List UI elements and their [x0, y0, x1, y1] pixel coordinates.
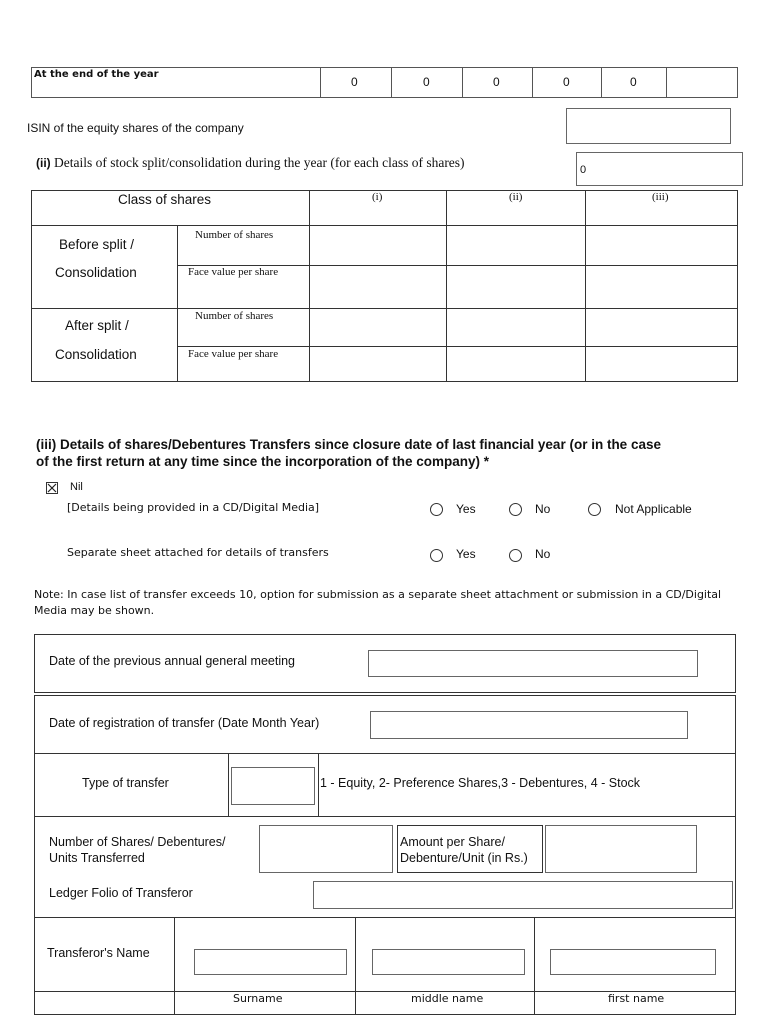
- column-header: (i): [372, 191, 383, 203]
- ledger-folio-label: Ledger Folio of Transferor: [49, 886, 193, 900]
- end-of-year-row: [31, 67, 738, 98]
- transfers-heading-line2: of the first return at any time since the incorporation of the company) *: [36, 454, 490, 469]
- after-consolidation-label: Consolidation: [55, 347, 137, 362]
- surname-label: Surname: [233, 992, 283, 1005]
- amount-label-2: Debenture/Unit (in Rs.): [400, 851, 528, 865]
- cd-not-applicable-radio[interactable]: [588, 503, 601, 516]
- sheet-no-radio[interactable]: [509, 549, 522, 562]
- end-of-year-value[interactable]: 0: [351, 75, 358, 89]
- sheet-no-label: No: [535, 547, 551, 561]
- note-line1: Note: In case list of transfer exceeds 10, option for submission as a separate sheet attachment or submission in a CD/Digital: [34, 588, 722, 601]
- class-of-shares-header: Class of shares: [118, 192, 212, 207]
- cd-yes-radio[interactable]: [430, 503, 443, 516]
- end-of-year-label: At the end of the year: [34, 69, 159, 80]
- before-consolidation-label: Consolidation: [55, 265, 137, 280]
- cd-no-label: No: [535, 502, 551, 516]
- prev-agm-label: Date of the previous annual general meeting: [49, 654, 295, 668]
- transfers-heading-line1: (iii) Details of shares/Debentures Transfers since closure date of last financial year (or in the case: [36, 437, 661, 452]
- after-split-label: After split /: [65, 318, 129, 333]
- amount-label-1: Amount per Share/: [400, 835, 505, 849]
- checkbox-cross-icon: [47, 483, 57, 493]
- end-of-year-value[interactable]: 0: [630, 75, 637, 89]
- sheet-yes-label: Yes: [456, 547, 476, 561]
- num-shares-input[interactable]: [259, 825, 393, 873]
- reg-date-label: Date of registration of transfer (Date Month Year): [49, 716, 320, 730]
- sheet-yes-radio[interactable]: [430, 549, 443, 562]
- nil-label: Nil: [70, 481, 83, 493]
- face-value-label: Face value per share: [188, 266, 279, 278]
- ledger-folio-input[interactable]: [313, 881, 733, 909]
- num-shares-label-2: Units Transferred: [49, 851, 145, 865]
- reg-date-input[interactable]: [370, 711, 688, 739]
- separate-sheet-label: Separate sheet attached for details of transfers: [67, 546, 329, 559]
- num-shares-label-1: Number of Shares/ Debentures/: [49, 835, 226, 849]
- cd-media-label: [Details being provided in a CD/Digital Media]: [67, 501, 320, 514]
- split-heading-text: Details of stock split/consolidation during the year (for each class of shares): [54, 155, 465, 170]
- split-table: [31, 190, 738, 382]
- first-name-label: first name: [608, 992, 665, 1005]
- column-header: (iii): [652, 191, 669, 203]
- cd-not-applicable-label: Not Applicable: [615, 502, 692, 516]
- end-of-year-value[interactable]: 0: [563, 75, 570, 89]
- type-of-transfer-label: Type of transfer: [82, 776, 169, 790]
- end-of-year-value[interactable]: 0: [493, 75, 500, 89]
- end-of-year-value[interactable]: 0: [423, 75, 430, 89]
- prev-agm-date-input[interactable]: [368, 650, 698, 677]
- split-heading-prefix: (ii): [36, 156, 51, 170]
- transfer-details-section: [34, 695, 736, 1015]
- nil-checkbox[interactable]: [46, 482, 58, 494]
- split-value-input[interactable]: 0: [576, 152, 743, 186]
- amount-per-share-input[interactable]: [545, 825, 697, 873]
- transferor-middle-name-input[interactable]: [372, 949, 525, 975]
- type-of-transfer-hint: 1 - Equity, 2- Preference Shares,3 - Debentures, 4 - Stock: [320, 776, 641, 790]
- cd-no-radio[interactable]: [509, 503, 522, 516]
- transferor-surname-input[interactable]: [194, 949, 347, 975]
- transferor-name-label: Transferor's Name: [47, 946, 150, 960]
- note-line2: Media may be shown.: [34, 604, 155, 617]
- before-split-label: Before split /: [59, 237, 135, 252]
- transferor-first-name-input[interactable]: [550, 949, 716, 975]
- middle-name-label: middle name: [411, 992, 484, 1005]
- type-of-transfer-input[interactable]: [231, 767, 315, 805]
- split-heading: [36, 155, 465, 171]
- prev-agm-section: [34, 634, 736, 693]
- amount-label-box: [397, 825, 543, 873]
- isin-label: ISIN of the equity shares of the company: [27, 121, 244, 135]
- face-value-label: Face value per share: [188, 348, 279, 360]
- isin-input[interactable]: [566, 108, 731, 144]
- number-of-shares-label: Number of shares: [195, 229, 274, 241]
- column-header: (ii): [509, 191, 523, 203]
- cd-yes-label: Yes: [456, 502, 476, 516]
- number-of-shares-label: Number of shares: [195, 310, 274, 322]
